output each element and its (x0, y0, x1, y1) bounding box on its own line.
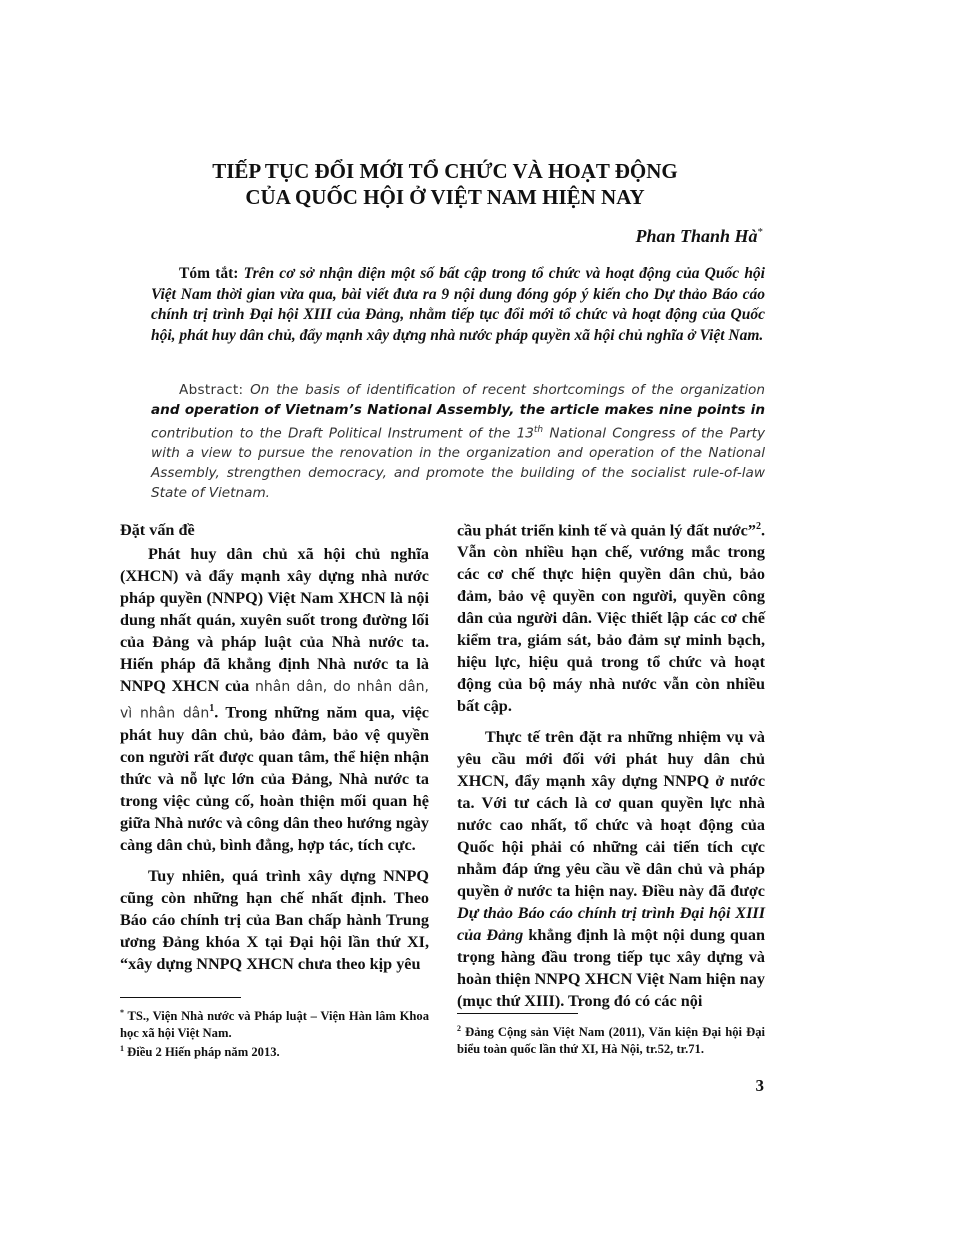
paragraph-italic-text: Dự thảo Báo cáo chính trị trình Đại hội XIII của Đảng (457, 904, 765, 945)
author-footnote-marker: * (757, 226, 763, 238)
abstract-en-text-1: On the basis of identification of recent shortcomings of the organization (250, 382, 765, 398)
abstract-en-text-2: and operation of Vietnam’s National Assembly, the article makes nine points in (151, 401, 765, 418)
author-name: Phan Thanh Hà* (635, 226, 763, 246)
footnotes-left (120, 1005, 429, 1061)
footnote-ref-1: 1 (209, 703, 215, 714)
footnote-divider-left (120, 997, 241, 998)
footnote: * TS., Viện Nhà nước và Pháp luật – Viện Hàn lâm Khoa học xã hội Việt Nam. (120, 1008, 430, 1040)
footnotes-right (457, 1021, 765, 1057)
abstract-vi-text: Trên cơ sở nhận diện một số bất cập trong tổ chức và hoạt động của Quốc hội Việt Nam thời gian vừa qua, bài viết đưa ra 9 nội dung đóng góp ý kiến cho Dự thảo Báo cáo chính trị trình Đại hội XIII của Đảng, nhằm tiếp tục đổi mới tổ chức và hoạt động của Quốc hội, phát huy dân chủ, đẩy mạnh xây dựng nhà nước pháp quyền xã hội chủ nghĩa ở Việt Nam. (151, 265, 765, 344)
abstract-vi-label: Tóm tắt: (179, 265, 239, 282)
paragraph: Thực tế trên đặt ra những nhiệm vụ và yêu cầu mới đối với phát huy dân chủ XHCN, đẩy mạnh xây dựng NNPQ ở nước ta. Với tư cách là cơ quan quyền lực nhà nước cao nhất, tổ chức và hoạt động của Quốc hội phải có những cải tiến tích cực nhằm đáp ứng yêu cầu về dân chủ và pháp quyền ở nước ta hiện nay. Điều này đã được Dự thảo Báo cáo chính trị trình Đại hội XIII của Đảng khẳng định là một nội dung quan trọng hàng đầu trong tiếp tục xây dựng và hoàn thiện NNPQ XHCN Việt Nam hiện nay (mục thứ XIII). Trong đó có các nội (457, 728, 766, 1011)
body-column-right (457, 516, 765, 1021)
body-column-left (120, 519, 429, 984)
paragraph: cầu phát triển kinh tế và quản lý đất nước”$^2$. Vẫn còn nhiều hạn chế, vướng mắc trong các cơ chế thực hiện quyền dân chủ, bảo đảm, bảo vệ quyền con người, quyền công dân của người dân. Việc thiết lập các cơ chế kiểm tra, giám sát, bảo đảm sự minh bạch, hiệu lực, hiệu quả trong tổ chức và hoạt động của bộ máy nhà nước vẫn còn nhiều bất cập. (457, 521, 765, 716)
footnote: $^2$ Đảng Cộng sản Việt Nam (2011), Văn kiện Đại hội Đại biểu toàn quốc lần thứ XI, Hà Nội, tr.52, tr.71. (457, 1024, 765, 1056)
abstract-en-label: Abstract: (179, 382, 244, 398)
abstract-en-text-3: contribution to the Draft Political Instrument of the 13 (151, 425, 534, 442)
abstract-vietnamese (151, 264, 765, 346)
footnote: $^1$ Điều 2 Hiến pháp năm 2013. (120, 1044, 280, 1060)
page-number: 3 (755, 1076, 764, 1095)
footnote-ref-2: 2 (755, 521, 761, 532)
article-title-line-1: TIẾP TỤC ĐỔI MỚI TỔ CHỨC VÀ HOẠT ĐỘNG (212, 159, 678, 183)
paragraph: Tuy nhiên, quá trình xây dựng NNPQ cũng còn những hạn chế nhất định. Theo Báo cáo chính trị của Ban chấp hành Trung ương Đảng khóa X tại Đại hội lần thứ XI, “xây dựng NNPQ XHCN chưa theo kịp yêu (120, 867, 429, 974)
abstract-en-text-4: National Congress of the Party with a view to pursue the renovation in the organization and operation of the National Assembly, strengthen democracy, and promote the building of the socialist rule-of-law State of Vietnam. (151, 425, 765, 501)
paragraph: Phát huy dân chủ xã hội chủ nghĩa (XHCN) và đẩy mạnh xây dựng nhà nước pháp quyền (NNPQ) Việt Nam XHCN là nội dung nhất quán, xuyên suốt trong đường lối của Đảng và pháp luật của Nhà nước ta. Hiến pháp đã khẳng định Nhà nước ta là NNPQ XHCN của nhân dân, do nhân dân, vì nhân dân$^1$. Trong những năm qua, việc phát huy dân chủ, bảo đảm, bảo vệ quyền con người rất được quan tâm, thể hiện nhận thức và nỗ lực lớn của Đảng, Nhà nước ta trong việc củng cố, hoàn thiện mối quan hệ giữa Nhà nước và công dân theo hướng ngày càng dân chủ, bình đẳng, hợp tác, tích cực. (120, 545, 429, 855)
article-title-line-2: CỦA QUỐC HỘI Ở VIỆT NAM HIỆN NAY (245, 185, 645, 209)
paragraph-light-text: nhân dân, do nhân dân, vì nhân dân (120, 679, 429, 722)
section-heading: Đặt vấn đề (120, 521, 195, 539)
abstract-english (151, 381, 765, 503)
abstract-en-sup: th (533, 424, 544, 435)
footnote-divider-right (457, 1013, 578, 1014)
